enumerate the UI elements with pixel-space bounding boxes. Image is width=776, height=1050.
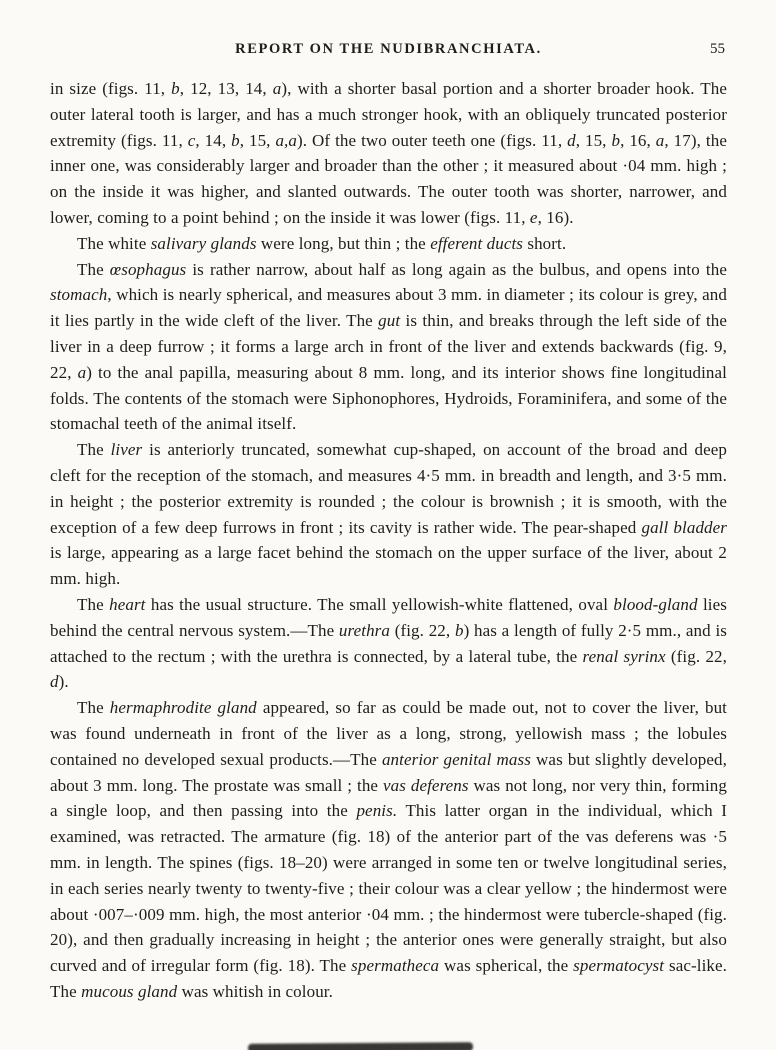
italic-text: gall bladder <box>641 517 728 537</box>
body-text-segment: were long, but thin ; the <box>256 233 431 253</box>
italic-text: renal syrinx <box>582 646 666 666</box>
paragraph <box>50 231 727 257</box>
italic-text: urethra <box>338 620 390 640</box>
body-text-segment: appeared, so far as could be made out, not to cover the liver, but was found underneath in front of the liver as a long, strong, yellowish mass ; the lobules contained no developed sexual products.—The <box>50 698 727 769</box>
body-text-segment: is rather narrow, about half as long again as the bulbus, and opens into the <box>186 259 727 279</box>
italic-text: a,a <box>275 130 298 150</box>
italic-text: stomach <box>50 285 108 305</box>
body-text-segment: , 15, <box>239 130 276 150</box>
italic-text: a <box>77 362 87 382</box>
italic-text: vas deferens <box>382 775 469 795</box>
body-text-segment: has the usual structure. The small yellowish-white flattened, oval <box>145 594 614 614</box>
body-text-segment: , 12, 13, 14, <box>179 79 273 98</box>
page-body <box>50 76 727 1005</box>
italic-text: gut <box>378 311 401 331</box>
paragraph <box>50 695 727 1005</box>
body-text-segment: short. <box>523 233 567 253</box>
body-text-segment: ). Of the two outer teeth one (figs. 11, <box>297 130 568 150</box>
body-text-segment: is thin, and breaks through the left side of the liver in a deep furrow ; it forms a large arch in front of the liver and extends backwards (fig. 9, 22, <box>50 311 728 382</box>
body-text-segment: This latter organ in the individual, which I examined, was retracted. The armature (fig. 18) of the anterior part of the vas deferens was ·5 mm. in length. The spines (figs. 18–20) were arranged in some ten or twelve longitudinal series, in each series nearly twenty to twenty-five ; their colour was a clear yellow ; the hindermost were about ·007–·009 mm. high, the most anterior ·04 mm. ; the hindermost were tubercle-shaped (fig. 20), and then gradually increasing in height ; the anterior ones were generally straight, but also curved and of irregular form (fig. 18). The <box>50 801 727 976</box>
body-text-segment: was but slightly developed, about 3 mm. long. The prostate was small ; the <box>50 749 727 795</box>
italic-text: c <box>187 130 196 150</box>
scan-artifact <box>248 1042 473 1050</box>
body-text-segment: ) to the anal papilla, measuring about 8 mm. long, and its interior shows fine longitudinal folds. The contents of the stomach were Siphonophores, Hydroids, Foraminifera, and some of the stomachal teeth of the animal itself. <box>50 362 727 434</box>
italic-text: spermatocyst <box>573 956 665 976</box>
body-text-segment: , 17), the inner one, was considerably larger and broader than the other ; it measured about ·04 mm. high ; on the inside it was higher, and slanted outwards. The outer tooth was shorter, narrower, and lower, coming to a point behind ; on the inside it was lower (figs. 11, <box>50 130 727 227</box>
body-text-segment: (fig. 22, <box>665 646 728 666</box>
body-text-segment: , which is nearly spherical, and measures about 3 mm. in diameter ; its colour is grey, and it lies partly in the wide cleft of the liver. The <box>50 285 727 331</box>
paragraph <box>50 592 727 695</box>
italic-text: b <box>454 620 464 640</box>
page-header <box>50 40 727 62</box>
italic-text: a <box>272 79 282 98</box>
italic-text: b <box>171 79 180 98</box>
body-text-segment: ). <box>58 672 69 692</box>
italic-text: œsophagus <box>109 259 187 279</box>
italic-text: penis. <box>356 801 398 821</box>
italic-text: mucous gland <box>81 981 178 1001</box>
page-number: 55 <box>710 41 725 57</box>
italic-text: liver <box>110 440 143 460</box>
italic-text: d <box>50 672 59 692</box>
italic-text: d <box>567 130 576 150</box>
body-text-segment: The <box>77 698 110 718</box>
paragraph <box>50 257 727 438</box>
body-text-segment: ), with a shorter basal portion and a shorter broader hook. The outer lateral tooth is larger, and has a much stronger hook, with an obliquely truncated posterior extremity (figs. 11, <box>50 79 727 150</box>
paragraph <box>50 76 727 231</box>
body-text-segment: , 16, <box>620 130 656 150</box>
body-text-segment: is large, appearing as a large facet behind the stomach on the upper surface of the liver, about 2 mm. high. <box>50 543 727 589</box>
body-text-segment: The white <box>77 233 151 253</box>
body-text-segment: (fig. 22, <box>390 620 455 640</box>
body-text-segment: , 16). <box>537 207 574 227</box>
italic-text: blood-gland <box>613 594 698 614</box>
paragraph <box>50 437 727 592</box>
italic-text: anterior genital mass <box>381 749 531 769</box>
body-text-segment: The <box>77 594 110 614</box>
body-text-segment: was whitish in colour. <box>177 981 333 1001</box>
body-text-segment: The <box>77 259 110 279</box>
body-text-segment: lies behind the central nervous system.—The <box>50 594 727 640</box>
italic-text: a <box>655 130 665 150</box>
body-text-segment: The <box>77 440 111 460</box>
italic-text: b <box>611 130 621 150</box>
body-text-segment: was spherical, the <box>439 956 574 976</box>
body-text-segment: , 14, <box>195 130 232 150</box>
body-text-segment: , 15, <box>575 130 612 150</box>
italic-text: b <box>231 130 240 150</box>
running-head: REPORT ON THE NUDIBRANCHIATA. <box>235 41 542 57</box>
body-text-segment: ) has a length of fully 2·5 mm., and is attached to the rectum ; with the urethra is connected, by a lateral tube, the <box>50 620 727 666</box>
italic-text: e <box>529 207 538 227</box>
italic-text: salivary glands <box>150 233 257 253</box>
italic-text: hermaphrodite gland <box>109 698 257 718</box>
body-text-segment: sac-like. The <box>50 956 728 1001</box>
italic-text: efferent ducts <box>430 233 524 253</box>
italic-text: spermatheca <box>351 956 440 976</box>
body-text-segment: was not long, nor very thin, forming a single loop, and then passing into the <box>50 775 727 821</box>
body-text-segment: is anteriorly truncated, somewhat cup-shaped, on account of the broad and deep cleft for the reception of the stomach, and measures 4·5 mm. in breadth and length, and 3·5 mm. in height ; the posterior extremity is rounded ; the colour is brownish ; it is smooth, with the exception of a few deep furrows in front ; its cavity is rather wide. The pear-shaped <box>50 440 727 537</box>
body-text-segment: in size (figs. 11, <box>50 79 172 98</box>
italic-text: heart <box>109 594 146 614</box>
